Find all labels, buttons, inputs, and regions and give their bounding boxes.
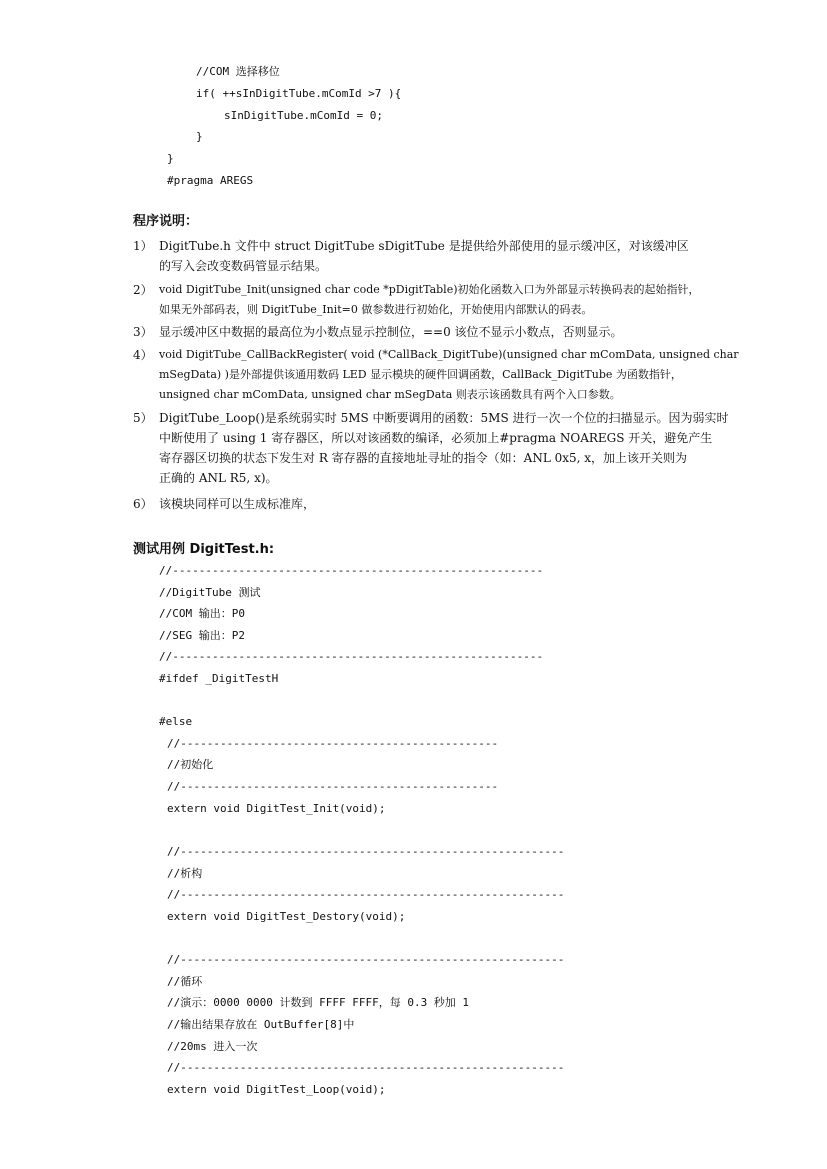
code-line: //初始化 bbox=[167, 758, 214, 771]
item-line: void DigitTube_CallBackRegister( void (*CallBack_DigitTube)(unsigned char mComData, unsigned char bbox=[159, 348, 739, 361]
code-line: extern void DigitTest_Destory(void); bbox=[167, 910, 406, 923]
code-line: //20ms 进入一次 bbox=[167, 1040, 258, 1053]
code-line: #ifdef _DigitTestH bbox=[159, 672, 279, 685]
code-line: //------------------------------------------------ bbox=[167, 737, 499, 750]
code-line: #pragma AREGS bbox=[167, 174, 254, 187]
code-line: } bbox=[167, 152, 174, 165]
item-number: 2） bbox=[133, 283, 153, 297]
item-line: 正确的 ANL R5, x)。 bbox=[159, 471, 278, 485]
code-line: //析构 bbox=[167, 867, 203, 880]
item-line: unsigned char mComData, unsigned char mSegData 则表示该函数具有两个入口参数。 bbox=[159, 388, 621, 401]
code-line: //COM 输出：P0 bbox=[159, 607, 245, 620]
item-line: 寄存器区切换的状态下发生对 R 寄存器的直接地址寻址的指令（如：ANL 0x5, x，加上该开关则为 bbox=[159, 451, 688, 465]
code-line: extern void DigitTest_Loop(void); bbox=[167, 1083, 386, 1096]
item-number: 1） bbox=[133, 239, 153, 253]
item-number: 5） bbox=[133, 411, 153, 425]
program-notes-heading: 程序说明： bbox=[133, 214, 199, 229]
item-line: DigitTube_Loop()是系统弱实时 5MS 中断要调用的函数：5MS 进行一次一个位的扫描显示。因为弱实时 bbox=[159, 411, 729, 425]
code-line: //SEG 输出：P2 bbox=[159, 629, 245, 642]
code-line: //---------------------------------------------------------- bbox=[167, 1061, 565, 1074]
item-line: 显示缓冲区中数据的最高位为小数点显示控制位，==0 该位不显示小数点，否则显示。 bbox=[159, 325, 623, 339]
code-line: sInDigitTube.mComId = 0; bbox=[224, 109, 383, 122]
code-line: //循环 bbox=[167, 975, 203, 988]
code-line: //------------------------------------------------ bbox=[167, 780, 499, 793]
test-case-heading: 测试用例 DigitTest.h: bbox=[133, 542, 275, 557]
item-line: 该模块同样可以生成标准库， bbox=[159, 497, 316, 511]
code-line: //---------------------------------------------------------- bbox=[167, 845, 565, 858]
item-line: mSegData) )是外部提供该通用数码 LED 显示模块的硬件回调函数，CallBack_DigitTube 为函数指针， bbox=[159, 368, 682, 381]
code-line: #else bbox=[159, 715, 193, 728]
code-line: if( ++sInDigitTube.mComId >7 ){ bbox=[196, 87, 402, 100]
item-number: 4） bbox=[133, 348, 153, 362]
item-line: 中断使用了 using 1 寄存器区，所以对该函数的编译，必须加上#pragma NOAREGS 开关，避免产生 bbox=[159, 431, 713, 445]
code-line: //-------------------------------------------------------- bbox=[159, 564, 544, 577]
code-line: //-------------------------------------------------------- bbox=[159, 650, 544, 663]
code-line: //输出结果存放在 OutBuffer[8]中 bbox=[167, 1018, 355, 1031]
item-line: void DigitTube_Init(unsigned char code *pDigitTable)初始化函数入口为外部显示转换码表的起始指针， bbox=[159, 283, 700, 296]
code-line: } bbox=[196, 130, 203, 143]
code-line: //---------------------------------------------------------- bbox=[167, 953, 565, 966]
item-line: 如果无外部码表，则 DigitTube_Init=0 做参数进行初始化，开始使用内部默认的码表。 bbox=[159, 303, 593, 316]
item-line: 的写入会改变数码管显示结果。 bbox=[159, 259, 328, 273]
code-line: //COM 选择移位 bbox=[196, 65, 280, 78]
code-line: //DigitTube 测试 bbox=[159, 586, 261, 599]
item-number: 3） bbox=[133, 325, 153, 339]
item-number: 6） bbox=[133, 497, 153, 511]
code-line: //演示：0000 0000 计数到 FFFF FFFF，每 0.3 秒加 1 bbox=[167, 996, 470, 1009]
item-line: DigitTube.h 文件中 struct DigitTube sDigitTube 是提供给外部使用的显示缓冲区，对该缓冲区 bbox=[159, 239, 689, 253]
code-line: //---------------------------------------------------------- bbox=[167, 888, 565, 901]
code-line: extern void DigitTest_Init(void); bbox=[167, 802, 386, 815]
